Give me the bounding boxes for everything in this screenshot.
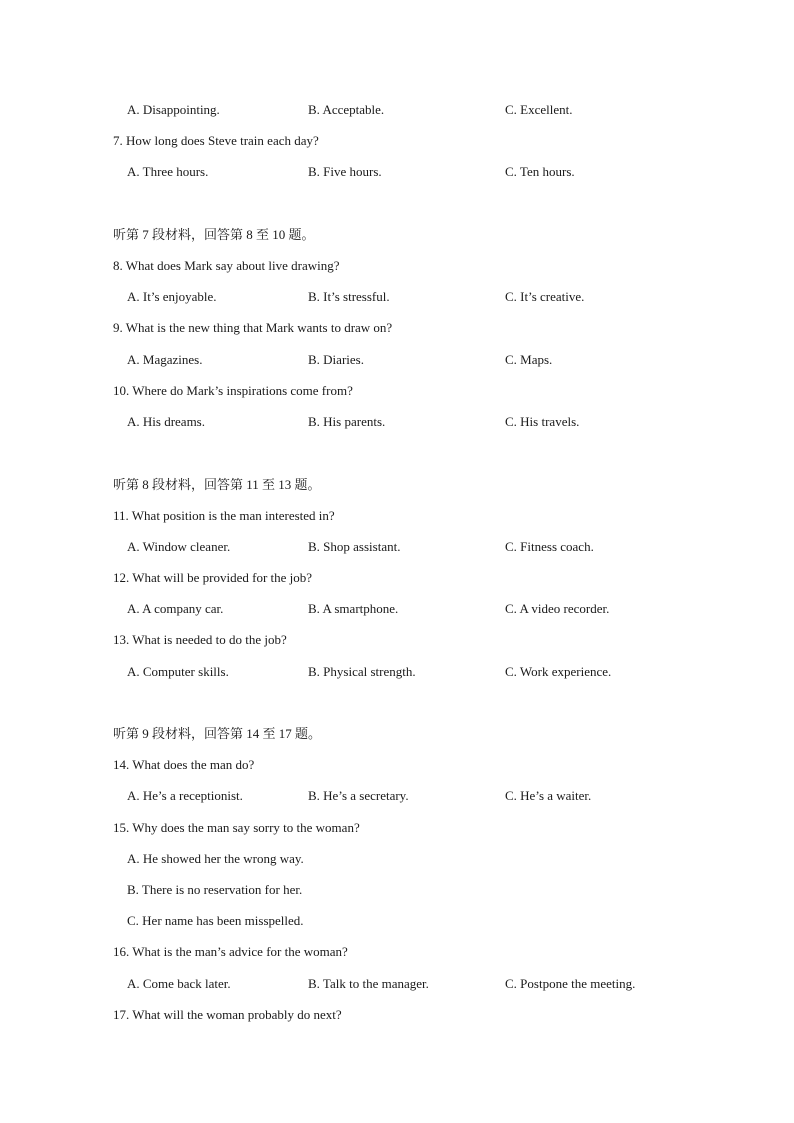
option-a[interactable]: A. Magazines. bbox=[127, 352, 203, 367]
option-c[interactable]: C. It’s creative. bbox=[505, 289, 585, 304]
section-heading: 听第 8 段材料，回答第 11 至 13 题。 bbox=[113, 477, 321, 492]
options-row bbox=[0, 976, 794, 992]
option-a[interactable]: A. Disappointing. bbox=[127, 102, 220, 117]
options-row bbox=[0, 102, 794, 118]
option-a[interactable]: A. His dreams. bbox=[127, 414, 205, 429]
options-row bbox=[0, 414, 794, 430]
option-a[interactable]: A. He showed her the wrong way. bbox=[127, 851, 304, 866]
option-b[interactable]: B. Talk to the manager. bbox=[308, 976, 429, 991]
options-row bbox=[0, 601, 794, 617]
option-b[interactable]: B. There is no reservation for her. bbox=[127, 882, 303, 897]
option-b[interactable]: B. Shop assistant. bbox=[308, 539, 401, 554]
option-c[interactable]: C. His travels. bbox=[505, 414, 580, 429]
question-8: 8. What does Mark say about live drawing? bbox=[113, 258, 340, 273]
section-heading: 听第 9 段材料，回答第 14 至 17 题。 bbox=[113, 726, 322, 741]
option-c[interactable]: C. Postpone the meeting. bbox=[505, 976, 636, 991]
option-c[interactable]: C. Maps. bbox=[505, 352, 553, 367]
question-17: 17. What will the woman probably do next? bbox=[113, 1007, 342, 1022]
question-13: 13. What is needed to do the job? bbox=[113, 632, 287, 647]
options-row bbox=[0, 664, 794, 680]
option-c[interactable]: C. Fitness coach. bbox=[505, 539, 594, 554]
option-b[interactable]: B. His parents. bbox=[308, 414, 386, 429]
option-c[interactable]: C. He’s a waiter. bbox=[505, 788, 592, 803]
option-b[interactable]: B. It’s stressful. bbox=[308, 289, 390, 304]
section-heading: 听第 7 段材料，回答第 8 至 10 题。 bbox=[113, 227, 315, 242]
option-b[interactable]: B. He’s a secretary. bbox=[308, 788, 409, 803]
option-a[interactable]: A. Computer skills. bbox=[127, 664, 229, 679]
option-b[interactable]: B. Physical strength. bbox=[308, 664, 416, 679]
option-a[interactable]: A. Three hours. bbox=[127, 164, 209, 179]
options-row bbox=[0, 788, 794, 804]
option-b[interactable]: B. A smartphone. bbox=[308, 601, 399, 616]
question-11: 11. What position is the man interested in? bbox=[113, 508, 335, 523]
question-16: 16. What is the man’s advice for the woman? bbox=[113, 944, 348, 959]
question-7: 7. How long does Steve train each day? bbox=[113, 133, 319, 148]
option-a[interactable]: A. Window cleaner. bbox=[127, 539, 231, 554]
option-a[interactable]: A. It’s enjoyable. bbox=[127, 289, 217, 304]
question-15: 15. Why does the man say sorry to the woman? bbox=[113, 820, 360, 835]
question-12: 12. What will be provided for the job? bbox=[113, 570, 313, 585]
option-a[interactable]: A. A company car. bbox=[127, 601, 224, 616]
option-c[interactable]: C. Work experience. bbox=[505, 664, 612, 679]
question-10: 10. Where do Mark’s inspirations come from? bbox=[113, 383, 353, 398]
question-9: 9. What is the new thing that Mark wants to draw on? bbox=[113, 320, 393, 335]
options-row bbox=[0, 289, 794, 305]
options-row bbox=[0, 164, 794, 180]
option-b[interactable]: B. Acceptable. bbox=[308, 102, 385, 117]
option-a[interactable]: A. Come back later. bbox=[127, 976, 231, 991]
option-c[interactable]: C. A video recorder. bbox=[505, 601, 610, 616]
option-b[interactable]: B. Five hours. bbox=[308, 164, 382, 179]
option-c[interactable]: C. Her name has been misspelled. bbox=[127, 913, 304, 928]
option-c[interactable]: C. Excellent. bbox=[505, 102, 573, 117]
question-14: 14. What does the man do? bbox=[113, 757, 255, 772]
options-row bbox=[0, 539, 794, 555]
option-a[interactable]: A. He’s a receptionist. bbox=[127, 788, 243, 803]
option-c[interactable]: C. Ten hours. bbox=[505, 164, 575, 179]
option-b[interactable]: B. Diaries. bbox=[308, 352, 364, 367]
options-row bbox=[0, 352, 794, 368]
